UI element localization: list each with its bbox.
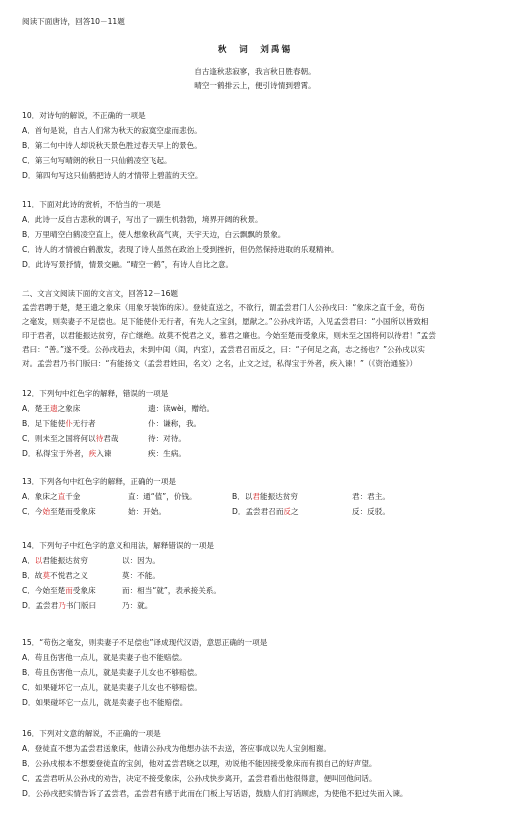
q11-option-c: C．诗人的才情被白鹤激发，表现了诗人虽然在政治上受到挫折，但仍然保持进取的乐观精神。 [22, 245, 339, 254]
q13-option-c: C．今始至楚而受象床 [22, 507, 96, 516]
highlighted-char: 待 [95, 434, 104, 443]
q14-gloss-c: 而：相当“就”，表承接关系。 [122, 586, 221, 595]
q12-option-a: A．楚王遗之象床 [22, 404, 81, 413]
q16-option-b: B．公孙戌根本不想要登徒直的宝剑，他对孟尝君晓之以理，劝说他不能因接受象床而有损自己的好声望。 [22, 759, 377, 768]
highlighted-char: 莫 [42, 571, 50, 580]
q14-option-d: D．孟尝君乃书门版曰 [22, 601, 97, 610]
q12-gloss-b: 仆：谦称，我。 [148, 419, 202, 428]
q13-gloss-d: 反：反驳。 [352, 507, 390, 516]
q15-option-b: B．苟且伤害他一点儿，就是卖妻子儿女也不够赔偿。 [22, 668, 202, 677]
q10-stem: 10．对诗句的解说，不正确的一项是 [22, 111, 146, 120]
q10-option-c: C．第三句写晴朗的秋日一只仙鹤凌空飞起。 [22, 156, 172, 165]
q13-gloss-c: 始：开始。 [128, 507, 166, 516]
q12-stem: 12．下列句中红色字的解释，错误的一项是 [22, 389, 169, 398]
highlighted-char: 始 [42, 507, 51, 516]
q13-option-a: A．象床之直千金 [22, 492, 81, 501]
q14-gloss-a: 以：因为。 [122, 556, 160, 565]
q13-gloss-a: 直：通“值”，价钱。 [128, 492, 197, 501]
q15-option-d: D．如果碰坏它一点儿，就是卖妻子也不能赔偿。 [22, 698, 188, 707]
highlighted-char: 以 [34, 556, 43, 565]
poem-line-2: 晴空一鹤排云上，便引诗情到碧霄。 [194, 81, 316, 90]
q14-option-b: B．故莫不悦君之义 [22, 571, 88, 580]
q16-option-d: D．公孙戌把实情告诉了孟尝君，孟尝君有感于此而在门板上写话语，鼓励人们打消顾虑，为使他不犯过失而入谏。 [22, 789, 408, 798]
q12-gloss-d: 疾：生病。 [148, 449, 186, 458]
q11-stem: 11．下面对此诗的赏析，不恰当的一项是 [22, 200, 161, 209]
highlighted-char: 遗 [49, 404, 58, 413]
q14-option-c: C．今始至楚而受象床 [22, 586, 96, 595]
passage-line: 印于君者，以君能振达贫穷，存亡继绝。故莫不悦君之义，慕君之廉也。今始至楚而受象床，则未至之国将何以待君！”孟尝 [22, 331, 436, 340]
q14-gloss-b: 莫：不能。 [122, 571, 160, 580]
highlighted-char: 直 [57, 492, 66, 501]
q14-gloss-d: 乃：就。 [122, 601, 153, 610]
passage-line: 君曰：“善。”遂不受。公孙戌趋去，未到中闺（闺，内室），孟尝君召而反之，曰：“子何足之高，志之扬也？”公孙戌以实 [22, 345, 426, 354]
q12-option-c: C．则未至之国将何以待君哉 [22, 434, 119, 443]
q14-option-a: A．以君能振达贫穷 [22, 556, 88, 565]
q13-option-d: D．孟尝君召而反之 [232, 507, 299, 516]
q16-option-c: C．孟尝君听从公孙戌的劝告，决定不接受象床，公孙戌快步离开，孟尝君看出他很得意，便叫回他问话。 [22, 774, 377, 783]
section2-heading: 二、文言文阅读下面的文言文，回答12－16题 [22, 289, 179, 298]
q15-option-a: A．苟且伤害他一点儿，就是卖妻子也不能赔偿。 [22, 653, 187, 662]
q16-stem: 16．下列对文意的解说，不正确的一项是 [22, 729, 161, 738]
intro-text: 阅读下面唐诗，回答10－11题 [22, 17, 125, 26]
q11-option-b: B．万里晴空白鹤凌空直上，使人想象秋高气爽，天宇天边，白云飘飘的景象。 [22, 230, 286, 239]
q11-option-d: D．此诗写景抒情，情景交融。“晴空一鹤”，有诗人自比之意。 [22, 260, 234, 269]
highlighted-char: 而 [65, 586, 73, 595]
q10-option-d: D．第四句写这只仙鹤把诗人的才情带上碧蓝的天空。 [22, 171, 203, 180]
passage-line: 孟尝君聘于楚，楚王遗之象床（用象牙装饰的床）。登徒直送之，不欲行，谓孟尝君门人公孙戌曰：“象床之直千金，苟伤 [22, 303, 425, 312]
highlighted-char: 仆 [65, 419, 73, 428]
q14-stem: 14．下列句子中红色字的意义和用法，解释错误的一项是 [22, 541, 214, 550]
q13-stem: 13．下列各句中红色字的解释，正确的一项是 [22, 477, 176, 486]
q10-option-b: B．第二句中诗人却说秋天景色胜过春天早上的景色。 [22, 141, 202, 150]
passage-line: 对。孟尝君乃书门版曰：“有能扬文（孟尝君姓田，名文）之名，止文之过，私得宝于外者，疾入谏！”（《资治通鉴》） [22, 359, 418, 368]
q12-option-d: D．私得宝于外者，疾入谏 [22, 449, 112, 458]
q13-option-b: B．以君能振达贫穷 [232, 492, 298, 501]
q10-option-a: A．首句是说，自古人们常为秋天的寂寞空虚而悲伤。 [22, 126, 202, 135]
q16-option-a: A．登徒直不想为孟尝君送象床，他请公孙戌为他想办法不去送，答应事成以先人宝剑相谢。 [22, 744, 331, 753]
poem-line-1: 自古逢秋悲寂寥，我言秋日胜春朝。 [194, 67, 316, 76]
highlighted-char: 疾 [88, 449, 97, 458]
q12-gloss-c: 待：对待。 [148, 434, 186, 443]
passage-line: 之毫发，则卖妻子不足偿也。足下能使仆无行者，有先人之宝剑，愿献之。”公孙戌许诺，入见孟尝君曰：“小国所以皆致相 [22, 317, 429, 326]
q12-option-b: B．足下能使仆无行者 [22, 419, 96, 428]
highlighted-char: 君 [252, 492, 260, 501]
q15-stem: 15．“苟伤之毫发，则卖妻子不足偿也”译成现代汉语，意思正确的一项是 [22, 638, 268, 647]
q15-option-c: C．如果碰坏它一点儿，就是卖妻子儿女也不够赔偿。 [22, 683, 202, 692]
highlighted-char: 乃 [58, 601, 66, 610]
q13-gloss-b: 君：君主。 [352, 492, 390, 501]
highlighted-char: 反 [283, 507, 292, 516]
q11-option-a: A．此诗一反自古悲秋的调子，写出了一副生机勃勃，境界开阔的秋景。 [22, 215, 263, 224]
poem-title: 秋 词 刘禹锡 [217, 45, 293, 55]
q12-gloss-a: 遗：读wèi，赠给。 [148, 404, 215, 413]
